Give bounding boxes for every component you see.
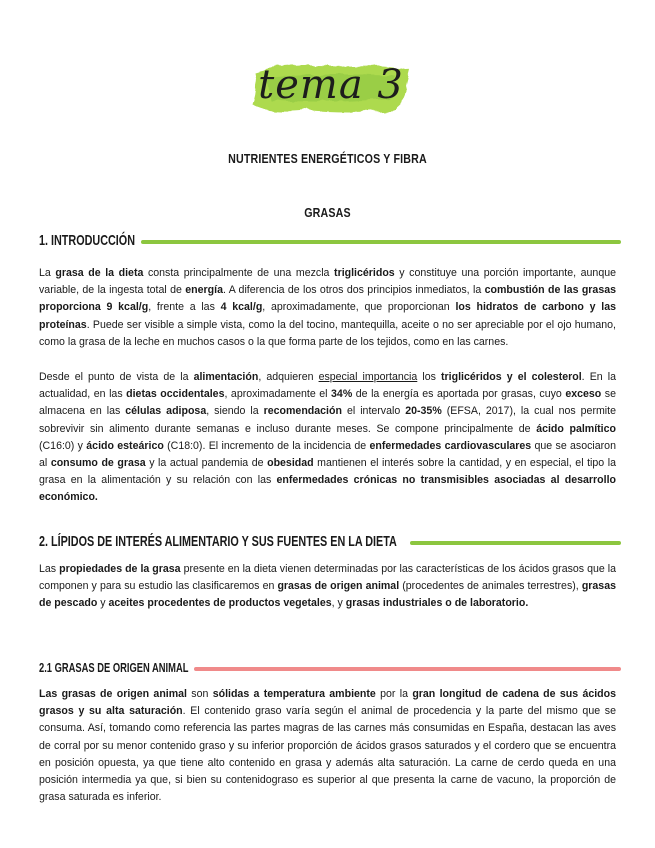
section-2-1-title: 2.1 GRASAS DE ORIGEN ANIMAL (39, 660, 189, 675)
page-title: tema 3 (258, 62, 404, 108)
bold-term: grasas de pescado (39, 580, 616, 610)
bold-term: 34% (331, 388, 353, 401)
bold-term: dietas occidentales (126, 388, 225, 401)
bold-term: gran longitud de cadena de sus ácidos grasos y su alta saturación (39, 688, 616, 718)
section-1-title: 1. INTRODUCCIÓN (39, 232, 136, 249)
bold-term: consumo de grasa (50, 457, 146, 470)
section-2-1-underline (194, 667, 621, 671)
section-2-title: 2. LÍPIDOS DE INTERÉS ALIMENTARIO Y SUS FUENTES EN LA DIETA (39, 533, 397, 550)
bold-term: exceso (565, 388, 602, 401)
bold-term: 20-35% (405, 405, 442, 418)
bold-term: alimentación (193, 371, 259, 383)
paragraph-introduction-1: La grasa de la dieta consta principalmente de una mezcla triglicéridos y constituye una porción importante, aunque variable, de la ingesta total de energía. A diferencia de los otros dos principios inmediatos, la combustión de las grasas proporciona 9 kcal/g, frente a las 4 kcal/g, aproximadamente, que proporcionan los hidratos de carbono y las proteínas. Puede ser visible a simple vista, como la del tocino, mantequilla, aceite o no ser apreciable por el ojo humano, como la grasa de la leche en muchos casos o la que forma parte de los tejidos, como en las carnes. (39, 267, 616, 348)
bold-term: obesidad (267, 457, 314, 470)
bold-term: aceites procedentes de productos vegetales (108, 597, 332, 610)
bold-term: los hidratos de carbono y las proteínas (39, 301, 616, 331)
bold-term: recomendación (263, 405, 342, 418)
bold-term: combustión de las grasas proporciona 9 kcal/g (39, 284, 616, 314)
bold-term: sólidas a temperatura ambiente (212, 688, 376, 700)
bold-term: energía (185, 284, 223, 297)
bold-term: grasa de la dieta (55, 267, 144, 279)
title-banner (246, 58, 416, 120)
bold-term: 4 kcal/g (220, 301, 263, 314)
bold-term: triglicéridos y el colesterol (441, 371, 582, 383)
section-2-underline (410, 541, 621, 545)
subtitle: NUTRIENTES ENERGÉTICOS Y FIBRA (228, 151, 427, 166)
paragraph-animal-fats: Las grasas de origen animal son sólidas a temperatura ambiente por la gran longitud de cadena de sus ácidos grasos y su alta saturación. El contenido graso varía según el animal de procedencia y la parte del mismo que se consuma. Así, tomando como referencia las partes magras de las carnes más consumidas en España, destacan las aves de corral por su menor contenido graso y su inferior proporción de ácidos grasos saturados y el cordero que se encuentra en posición opuesta, ya que tiene alto contenido en grasa y además alta saturación. La carne de cerdo queda en una posición intermedia ya que, si bien su contenidograso es superior al que presenta la carne de vacuno, la proporción de grasa saturada es inferior. (39, 688, 616, 804)
paragraph-introduction-2: Desde el punto de vista de la alimentación, adquieren especial importancia los triglicéridos y el colesterol. En la actualidad, en las dietas occidentales, aproximadamente el 34% de la energía es aportada por grasas, cuyo exceso se almacena en las células adiposa, siendo la recomendación el intervalo 20-35% (EFSA, 2017), la cual nos permite sobrevivir sin alimento durante semanas e incluso durante meses. Se compone principalmente de ácido palmítico (C16:0) y ácido esteárico (C18:0). El incremento de la incidencia de enfermedades cardiovasculares que se asociaron al consumo de grasa y la actual pandemia de obesidad mantienen el interés sobre la cantidad, y en especial, el tipo la grasa en la alimentación y su relación con las enfermedades crónicas no transmisibles asociadas al desarrollo económico. (39, 371, 616, 504)
bold-term: triglicéridos (334, 267, 395, 279)
bold-term: Las grasas de origen animal (39, 688, 187, 700)
bold-term: enfermedades cardiovasculares (369, 439, 532, 452)
section-heading: GRASAS (304, 205, 351, 220)
paragraph-lipids: Las propiedades de la grasa presente en la dieta vienen determinadas por las características de los ácidos grasos que la componen y para su estudio las clasificaremos en grasas de origen animal (procedentes de animales terrestres), grasas de pescado y aceites procedentes de productos vegetales, y grasas industriales o de laboratorio. (39, 563, 617, 610)
bold-term: ácido palmítico (536, 422, 616, 435)
bold-term: ácido esteárico (86, 439, 164, 452)
bold-term: células adiposa (125, 405, 207, 418)
bold-term: enfermedades crónicas no transmisibles asociadas al desarrollo económico. (39, 474, 616, 504)
underlined-term: especial importancia (318, 371, 418, 383)
bold-term: grasas industriales o de laboratorio. (345, 597, 529, 610)
bold-term: grasas de origen animal (277, 580, 400, 593)
bold-term: propiedades de la grasa (59, 563, 181, 575)
section-1-underline (141, 240, 621, 244)
